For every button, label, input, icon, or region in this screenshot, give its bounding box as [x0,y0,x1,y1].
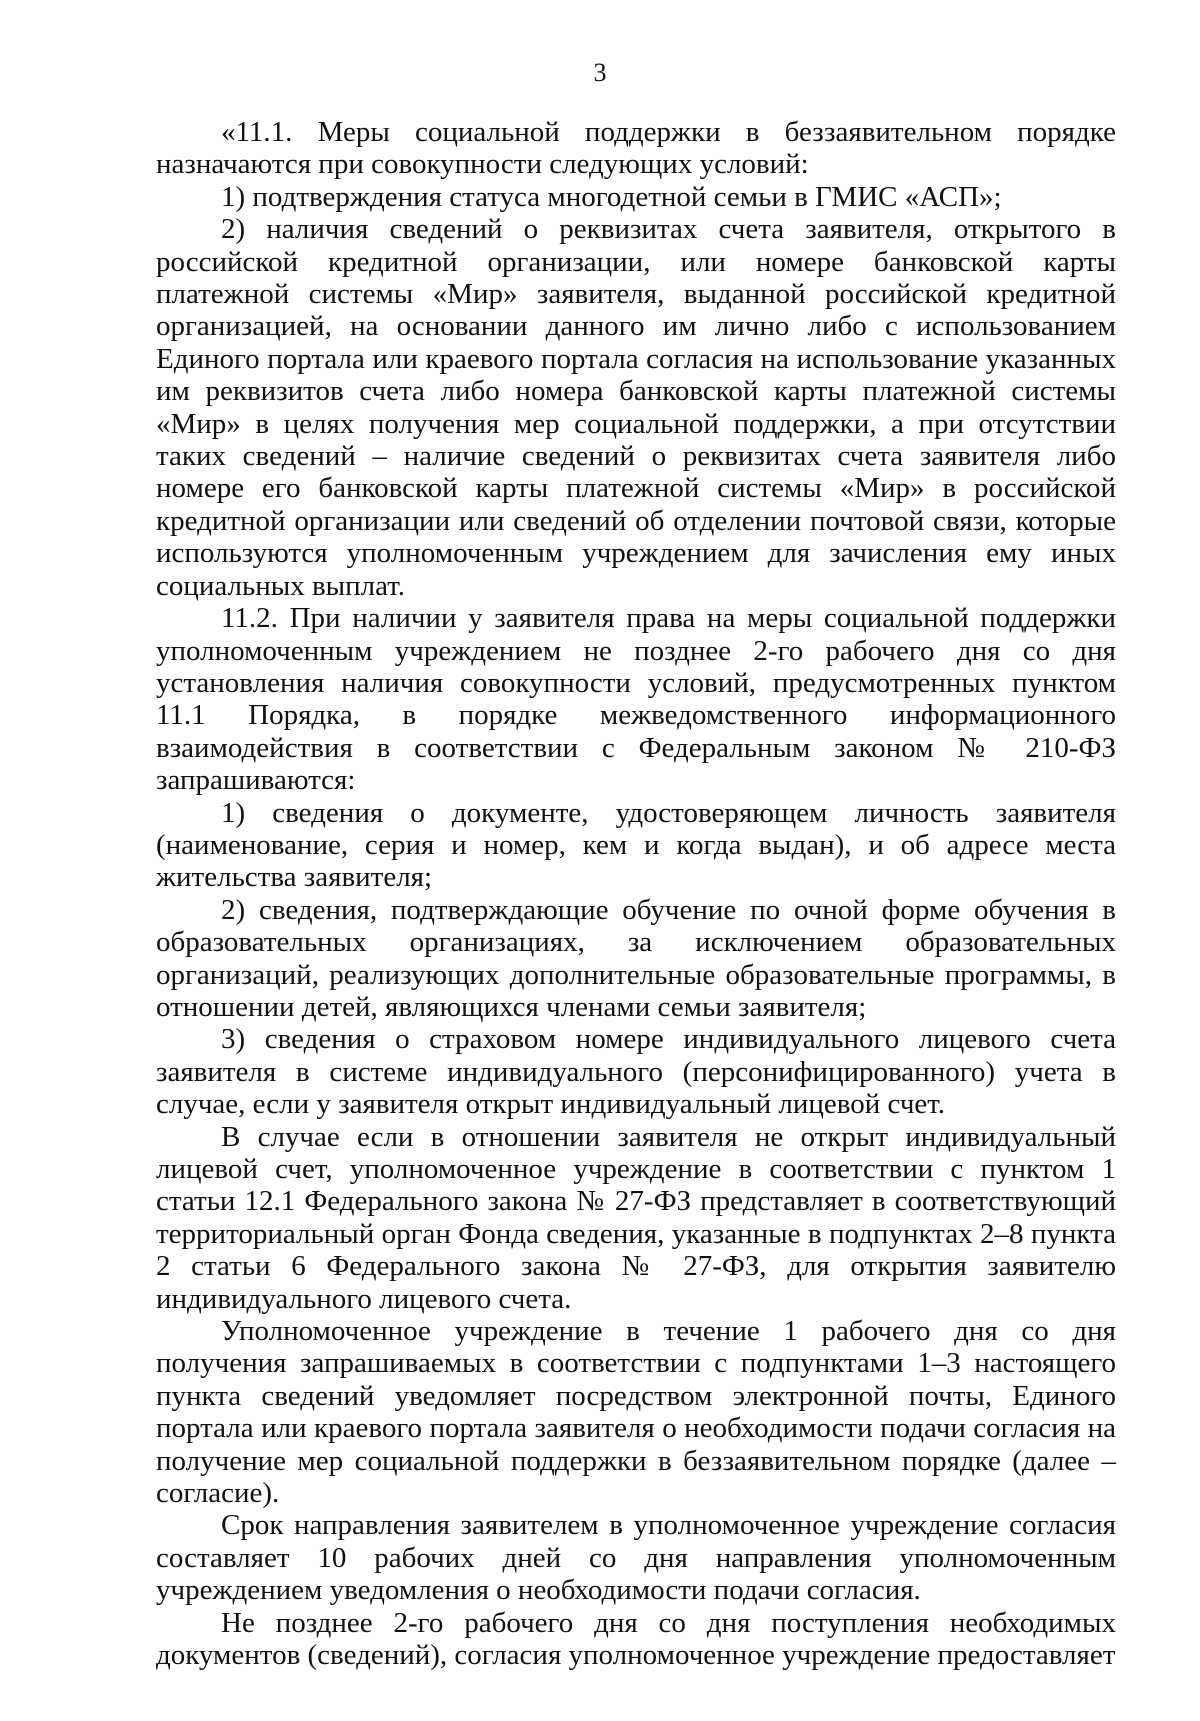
paragraph-11-2-intro: 11.2. При наличии у заявителя права на меры социальной поддержки уполномоченным учреждением не позднее 2-го рабочего дня со дня установления наличия совокупности условий, предусмотренных пунктом 11.1 Порядка, в порядке межведомственного информационного взаимодействия в соответствии с Федеральным законом № 210-ФЗ запрашиваются: [156,602,1116,797]
paragraph-no-account: В случае если в отношении заявителя не открыт индивидуальный лицевой счет, уполномоченное учреждение в соответствии с пунктом 1 статьи 12.1 Федерального закона № 27-ФЗ представляет в соответствующий территориальный орган Фонда сведения, указанные в подпунктах 2–8 пункта 2 статьи 6 Федерального закона № 27-ФЗ, для открытия заявителю индивидуального лицевого счета. [156,1120,1116,1315]
paragraph-11-1-intro: «11.1. Меры социальной поддержки в беззаявительном порядке назначаются при совокупности следующих условий: [156,116,1116,181]
paragraph-request-1: 1) сведения о документе, удостоверяющем личность заявителя (наименование, серия и номер, кем и когда выдан), и об адресе места жительства заявителя; [156,796,1116,894]
paragraph-notification: Уполномоченное учреждение в течение 1 рабочего дня со дня получения запрашиваемых в соответствии с подпунктами 1–3 настоящего пункта сведений уведомляет посредством электронной почты, Единого портала или краевого портала заявителя о необходимости подачи согласия на получение мер социальной поддержки в беззаявительном порядке (далее – согласие). [156,1315,1116,1510]
document-body [156,116,1116,1672]
paragraph-condition-1: 1) подтверждения статуса многодетной семьи в ГМИС «АСП»; [221,180,1002,213]
paragraph-condition-2: 2) наличия сведений о реквизитах счета заявителя, открытого в российской кредитной организации, или номере банковской карты платежной системы «Мир» заявителя, выданной российской кредитной организацией, на основании данного им лично либо с использованием Единого портала или краевого портала согласия на использование указанных им реквизитов счета либо номера банковской карты платежной системы «Мир» в целях получения мер социальной поддержки, а при отсутствии таких сведений – наличие сведений о реквизитах счета заявителя либо номере его банковской карты платежной системы «Мир» в российской кредитной организации или сведений об отделении почтовой связи, которые используются уполномоченным учреждением для зачисления ему иных социальных выплат. [156,213,1116,602]
paragraph-request-3: 3) сведения о страховом номере индивидуального лицевого счета заявителя в системе индивидуального (персонифицированного) учета в случае, если у заявителя открыт индивидуальный лицевой счет. [156,1023,1116,1121]
paragraph-consent-deadline: Срок направления заявителем в уполномоченное учреждение согласия составляет 10 рабочих дней со дня направления уполномоченным учреждением уведомления о необходимости подачи согласия. [156,1509,1116,1607]
page-number: 3 [593,58,607,87]
paragraph-request-2: 2) сведения, подтверждающие обучение по очной форме обучения в образовательных организациях, за исключением образовательных организаций, реализующих дополнительные образовательные программы, в отношении детей, являющихся членами семьи заявителя; [156,893,1116,1023]
paragraph-provision: Не позднее 2-го рабочего дня со дня поступления необходимых документов (сведений), согласия уполномоченное учреждение предоставляет [156,1606,1116,1672]
